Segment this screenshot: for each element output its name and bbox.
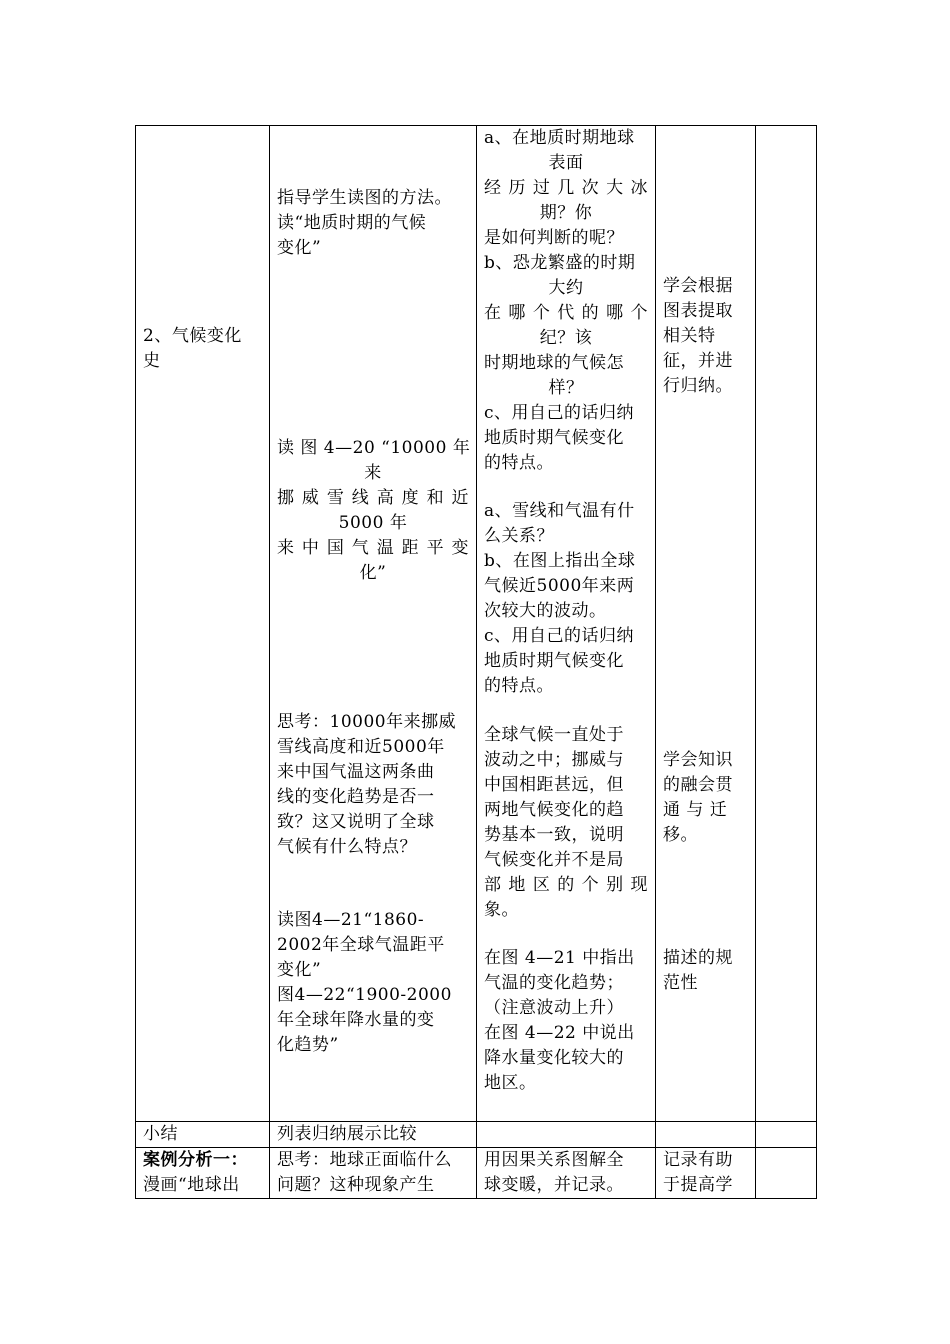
cell-summary-label [136, 1122, 270, 1148]
text-line: 读图4—21“1860- [277, 910, 425, 930]
text-line: 化” [359, 563, 387, 583]
text-line: 纪？该 [539, 328, 593, 348]
text-line: 图表提取 [663, 301, 733, 321]
intent-block-2 [663, 748, 748, 848]
text-line: 来中国气温这两条曲 [277, 762, 435, 782]
text-line: 么关系？ [484, 526, 554, 546]
text-line: 地质时期气候变化 [484, 428, 624, 448]
text-line: 问题？这种现象产生 [277, 1175, 435, 1195]
cell-case-student [477, 1148, 656, 1199]
text-line: 挪 威 雪 线 高 度 和 近 [277, 488, 469, 508]
text-line: 气候近5000年来两 [484, 576, 635, 596]
case-title: 案例分析一： [143, 1150, 248, 1170]
text-line: 记录有助 [663, 1150, 733, 1170]
intent-block-3 [663, 946, 748, 996]
text-line: 来 [364, 463, 382, 483]
text-line: 行归纳。 [663, 376, 733, 396]
text-line: 在图 4—22 中说出 [484, 1023, 635, 1043]
text-line: 思考：10000年来挪威 [277, 712, 457, 732]
text-line: 漫画“地球出 [143, 1175, 240, 1195]
text-line: 征，并进 [663, 351, 733, 371]
text-line: 气温的变化趋势； [484, 973, 624, 993]
text-line: 思考：地球正面临什么 [277, 1150, 452, 1170]
text-line: 史 [143, 351, 161, 371]
lesson-plan-table [135, 125, 817, 1199]
student-block-1 [484, 126, 648, 476]
text-line: 来 中 国 气 温 距 平 变 [277, 538, 469, 558]
text-line: a、在地质时期地球 [484, 128, 635, 148]
text-line: 2002年全球气温距平 [277, 935, 445, 955]
text-line: 时期地球的气候怎 [484, 353, 624, 373]
summary-content: 列表归纳展示比较 [277, 1124, 417, 1144]
intent-block-1 [663, 274, 748, 399]
cell-notes [756, 126, 817, 1122]
cell-case-teacher [270, 1148, 477, 1199]
text-line: a、雪线和气温有什 [484, 501, 635, 521]
text-line: 描述的规 [663, 948, 733, 968]
cell-empty [477, 1122, 656, 1148]
cell-case-intent [656, 1148, 756, 1199]
summary-label: 小结 [143, 1124, 178, 1144]
text-line: 波动之中；挪威与 [484, 750, 624, 770]
text-line: 在图 4—21 中指出 [484, 948, 635, 968]
text-line: 象。 [484, 900, 519, 920]
text-line: 地质时期气候变化 [484, 651, 624, 671]
cell-student-activity [477, 126, 656, 1122]
text-line: 全球气候一直处于 [484, 725, 624, 745]
text-line: （注意波动上升） [484, 998, 624, 1018]
text-line: 化趋势” [277, 1035, 339, 1055]
text-line: 球变暖，并记录。 [484, 1175, 624, 1195]
text-line: 经 历 过 几 次 大 冰 [484, 178, 648, 198]
text-line: 表面 [548, 153, 584, 173]
student-block-2 [484, 499, 648, 699]
text-line: 读“地质时期的气候 [277, 213, 427, 233]
cell-case-title [136, 1148, 270, 1199]
text-line: c、用自己的话归纳 [484, 403, 635, 423]
text-line: 学会根据 [663, 276, 733, 296]
text-line: 相关特 [663, 326, 716, 346]
cell-empty [756, 1148, 817, 1199]
text-line: 线的变化趋势是否一 [277, 787, 435, 807]
cell-empty [656, 1122, 756, 1148]
text-line: 5000 年 [338, 513, 408, 533]
text-line: 在 哪 个 代 的 哪 个 [484, 303, 648, 323]
table-row-climate-history [136, 126, 817, 1122]
text-line: 雪线高度和近5000年 [277, 737, 445, 757]
text-line: 的融会贯 [663, 775, 733, 795]
text-line: 变化” [277, 238, 322, 258]
text-line: 通 与 迁 [663, 800, 728, 820]
text-line: 地区。 [484, 1073, 537, 1093]
cell-design-intent [656, 126, 756, 1122]
text-line: 大约 [548, 278, 584, 298]
table-row-summary [136, 1122, 817, 1148]
text-line: 的特点。 [484, 453, 554, 473]
text-line: b、在图上指出全球 [484, 551, 636, 571]
text-line: 用因果关系图解全 [484, 1150, 624, 1170]
text-line: 变化” [277, 960, 322, 980]
text-line: b、恐龙繁盛的时期 [484, 253, 636, 273]
cell-topic [136, 126, 270, 1122]
text-line: 降水量变化较大的 [484, 1048, 624, 1068]
text-line: 年全球年降水量的变 [277, 1010, 435, 1030]
text-line: 期？你 [539, 203, 593, 223]
text-line: 部 地 区 的 个 别 现 [484, 875, 648, 895]
text-line: 学会知识 [663, 750, 733, 770]
cell-summary-content [270, 1122, 477, 1148]
teacher-block-4 [277, 908, 469, 1058]
teacher-block-3 [277, 710, 469, 860]
text-line: 样？ [548, 378, 584, 398]
text-line: c、用自己的话归纳 [484, 626, 635, 646]
text-line: 两地气候变化的趋 [484, 800, 624, 820]
student-block-4 [484, 946, 648, 1096]
text-line: 指导学生读图的方法。 [277, 188, 452, 208]
text-line: 气候有什么特点？ [277, 837, 417, 857]
cell-teacher-activity [270, 126, 477, 1122]
teacher-block-1 [277, 186, 469, 261]
teacher-block-2 [277, 436, 469, 586]
text-line: 中国相距甚远，但 [484, 775, 624, 795]
text-line: 2、气候变化 [143, 326, 242, 346]
text-line: 移。 [663, 825, 698, 845]
text-line: 读 图 4—20 “10000 年 [277, 438, 471, 458]
text-line: 于提高学 [663, 1175, 733, 1195]
student-block-3 [484, 723, 648, 923]
cell-empty [756, 1122, 817, 1148]
text-line: 是如何判断的呢？ [484, 228, 624, 248]
text-line: 势基本一致，说明 [484, 825, 624, 845]
text-line: 气候变化并不是局 [484, 850, 624, 870]
text-line: 范性 [663, 973, 698, 993]
text-line: 的特点。 [484, 676, 554, 696]
text-line: 次较大的波动。 [484, 601, 607, 621]
table-row-case-analysis [136, 1148, 817, 1199]
text-line: 致？这又说明了全球 [277, 812, 435, 832]
text-line: 图4—22“1900-2000 [277, 985, 452, 1005]
